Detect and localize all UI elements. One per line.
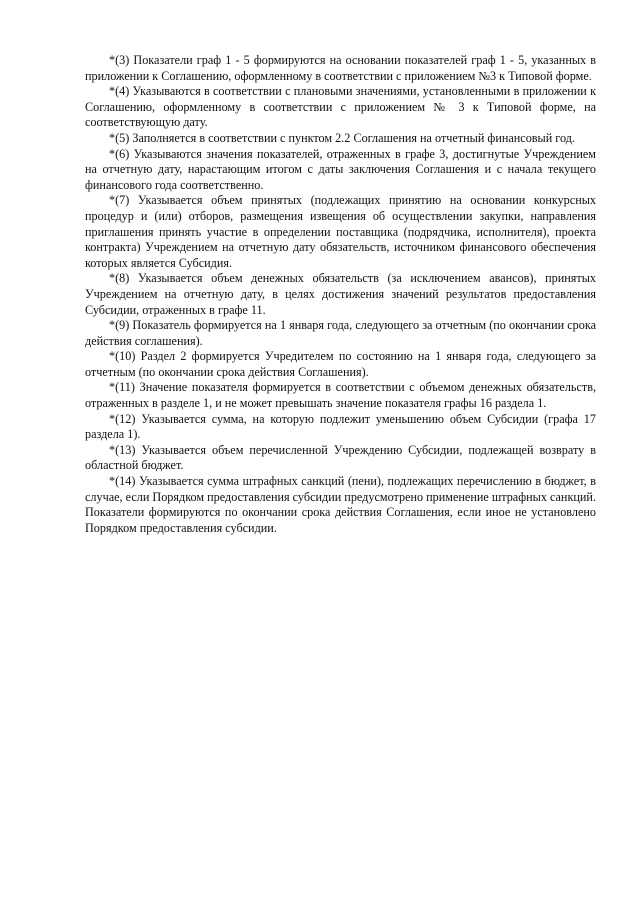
footnote-8: *(8) Указывается объем денежных обязательств (за исключением авансов), принятых Учреждением на отчетную дату, в целях достижения значений результатов предоставления Субсидии, отраженных в графе 11. [85,271,596,317]
footnote-5: *(5) Заполняется в соответствии с пунктом 2.2 Соглашения на отчетный финансовый год. [109,130,575,145]
footnote-11: *(11) Значение показателя формируется в соответствии с объемом денежных обязательств, отраженных в разделе 1, и не может превышать значение показателя графы 16 раздела 1. [85,380,596,411]
footnote-6: *(6) Указываются значения показателей, отраженных в графе 3, достигнутые Учреждением на отчетную дату, нарастающим итогом с даты заключения Соглашения и с начала текущего финансового года соответственно. [85,146,596,192]
footnote-9: *(9) Показатель формируется на 1 января года, следующего за отчетным (по окончании срока действия соглашения). [85,318,596,348]
footnote-7: *(7) Указывается объем принятых (подлежащих принятию на основании конкурсных процедур и (или) отборов, размещения извещения об осуществлении закупки, направления приглашения принять участие в определении поставщика (подрядчика, исполнителя), проекта контракта) Учреждением на отчетную дату обязательств, источником финансового обеспечения которых является Субсидия. [85,193,596,270]
footnote-14: *(14) Указывается сумма штрафных санкций (пени), подлежащих перечислению в бюджет, в случае, если Порядком предоставления субсидии предусмотрено применение штрафных санкций. Показатели формируются по окончании срока действия Соглашения, если иное не установлено Порядком предоставления субсидии. [85,474,596,535]
footnote-12: *(12) Указывается сумма, на которую подлежит уменьшению объем Субсидии (графа 17 раздела 1). [85,411,596,442]
footnote-10: *(10) Раздел 2 формируется Учредителем по состоянию на 1 января года, следующего за отчетным (по окончании срока действия Соглашения). [85,349,596,379]
footnote-4: *(4) Указываются в соответствии с плановыми значениями, установленными в приложении к Соглашению, оформленному в соответствии с приложением № 3 к Типовой форме, на соответствующую дату. [85,84,596,130]
footnote-13: *(13) Указывается объем перечисленной Учреждению Субсидии, подлежащей возврату в областной бюджет. [85,442,596,473]
footnotes-block [85,53,596,536]
footnote-3: *(3) Показатели граф 1 - 5 формируются на основании показателей граф 1 - 5, указанных в приложении к Соглашению, оформленному в соответствии с приложением №3 к Типовой форме. [85,53,596,83]
